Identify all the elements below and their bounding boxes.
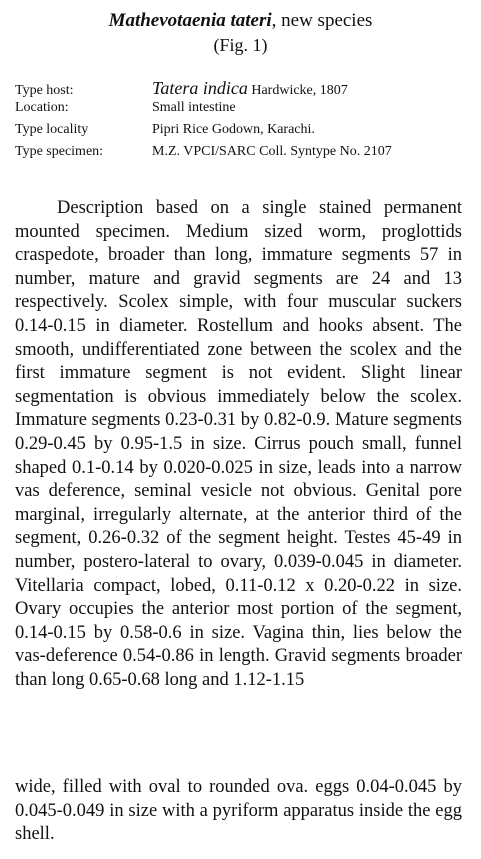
type-locality-label: Type locality bbox=[15, 122, 89, 137]
location-row bbox=[15, 100, 475, 122]
title-block bbox=[0, 9, 481, 56]
type-locality-row bbox=[15, 122, 475, 144]
description-section bbox=[15, 197, 462, 692]
type-host-row bbox=[15, 78, 475, 100]
type-specimen-label: Type specimen: bbox=[15, 144, 104, 159]
species-title bbox=[0, 9, 481, 32]
type-specimen-row bbox=[15, 144, 475, 166]
species-name: Mathevotaenia tateri bbox=[108, 10, 272, 31]
description-paragraph: Description based on a single stained permanent mounted specimen. Medium sized worm, proglottids craspedote, broader than long, immature segments 57 in number, mature and gravid segments are 24 and 13 respectively. Scolex simple, with four muscular suckers 0.14-0.15 in diameter. Rostellum and hooks absent. The smooth, undifferentiated zone between the scolex and the first immature segment is not evident. Slight linear segmentation is obvious immediately below the scolex. Immature segments 0.23-0.31 by 0.82-0.9. Mature segments 0.29-0.45 by 0.95-1.5 in size. Cirrus pouch small, funnel shaped 0.1-0.14 by 0.020-0.025 in size, leads into a narrow vas deference, seminal vesicle not obvious. Genital pore marginal, irregularly alternate, at the anterior third of the segment, 0.26-0.32 of the segment height. Testes 45-49 in number, postero-lateral to ovary, 0.039-0.045 in diameter. Vitellaria compact, lobed, 0.11-0.12 x 0.20-0.22 in size. Ovary occupies the anterior most portion of the segment, 0.14-0.15 by 0.58-0.6 in size. Vagina thin, lies below the vas-deference 0.54-0.86 in length. Gravid segments broader than long 0.65-0.68 long and 1.12-1.15 bbox=[15, 198, 462, 690]
type-locality-value: Pipri Rice Godown, Karachi. bbox=[152, 122, 315, 137]
host-author: Hardwicke, 1807 bbox=[247, 83, 348, 98]
type-specimen-value: M.Z. VPCI/SARC Coll. Syntype No. 2107 bbox=[152, 144, 392, 159]
figure-reference: (Fig. 1) bbox=[213, 35, 268, 55]
type-host-label: Type host: bbox=[15, 83, 74, 98]
location-label: Location: bbox=[15, 100, 69, 115]
location-value: Small intestine bbox=[152, 100, 236, 115]
type-info-block bbox=[15, 78, 475, 166]
description-continuation: wide, filled with oval to rounded ova. eggs 0.04-0.045 by 0.045-0.049 in size with a pyriform apparatus inside the egg shell. bbox=[15, 777, 462, 845]
species-suffix: , new species bbox=[271, 10, 373, 31]
host-species-name: Tatera indica bbox=[152, 78, 248, 98]
type-host-value bbox=[152, 78, 348, 99]
description-continuation-section bbox=[15, 776, 462, 847]
